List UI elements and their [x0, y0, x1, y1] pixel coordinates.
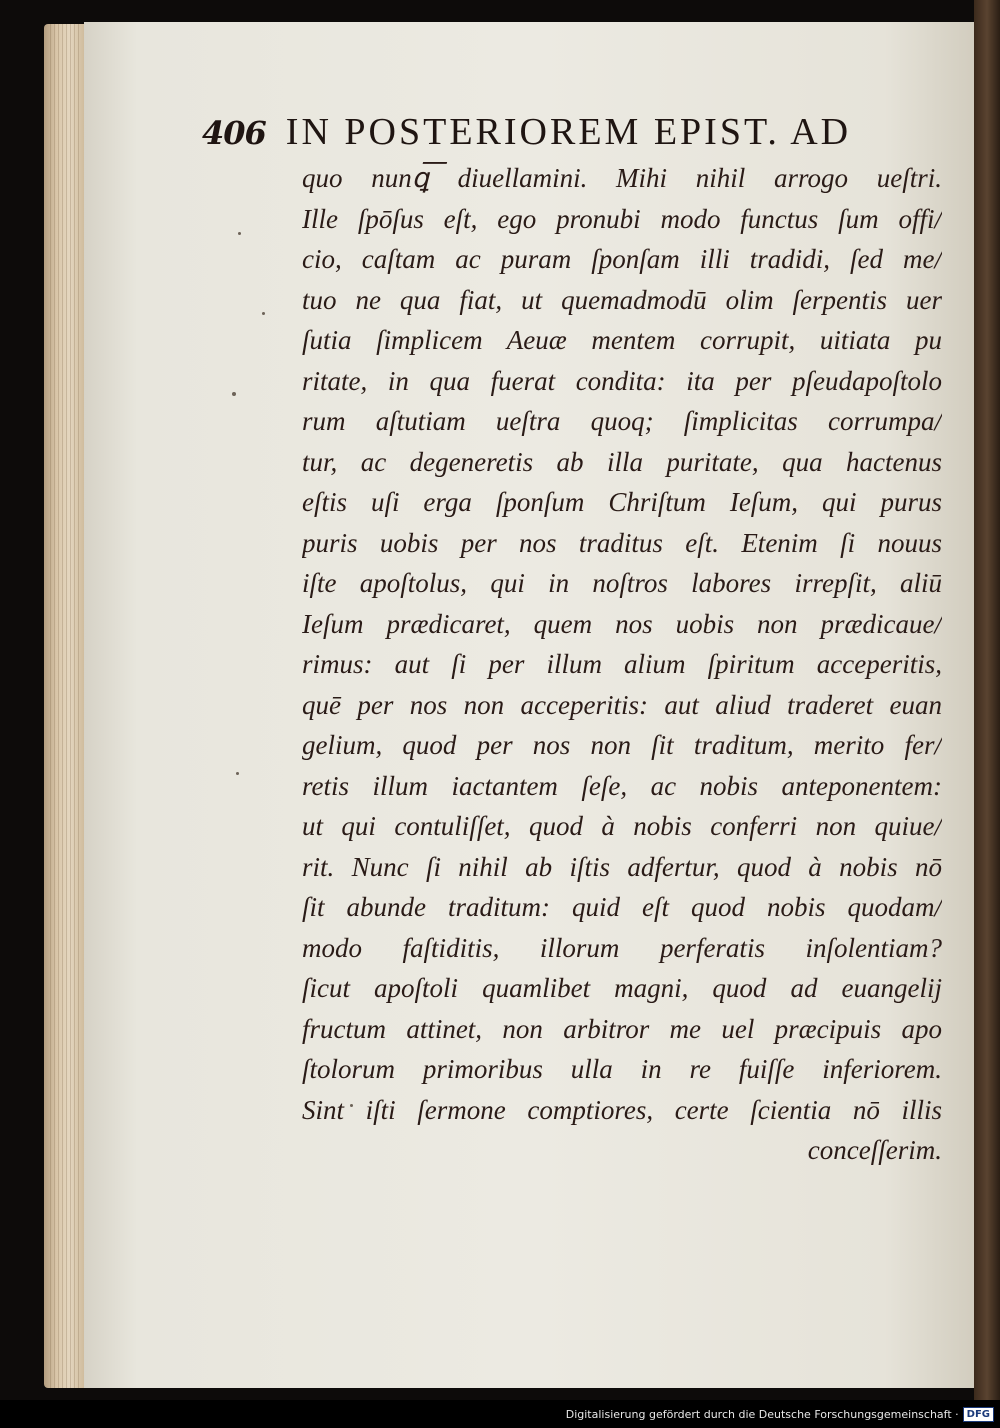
book-page-edges [44, 24, 86, 1388]
text-line: tuo ne qua fiat, ut quemadmodū olim ſerpentis uer [302, 284, 942, 315]
text-line: gelium, quod per nos non ſit traditum, merito fer/ [302, 730, 942, 760]
text-line: iſte apoſtolus, qui in noſtros labores irrepſit, aliū [302, 568, 942, 598]
text-line: cio, caſtam ac puram ſponſam illi tradidi, ſed me/ [302, 244, 942, 274]
text-line: rit. Nunc ſi nihil ab iſtis adfertur, quod à nobis nō [302, 851, 942, 882]
text-line: quē per nos non acceperitis: aut aliud traderet euan [302, 689, 942, 720]
text-line: ſtolorum primoribus ulla in re fuiſſe inferiorem. [302, 1054, 942, 1084]
text-line: ſutia ſimplicem Aeuæ mentem corrupit, uitiata pu [302, 325, 942, 355]
text-line: fructum attinet, non arbitror me uel præcipuis apo [302, 1013, 942, 1044]
running-title: IN POSTERIOREM EPIST. AD [285, 111, 852, 153]
text-line: retis illum iactantem ſeſe, ac nobis anteponentem: [302, 770, 942, 801]
text-line: ſit abunde traditum: quid eſt quod nobis quodam/ [302, 892, 942, 922]
text-line: eſtis uſi erga ſponſum Chriſtum Ieſum, qui purus [302, 487, 942, 517]
page-header [202, 110, 932, 160]
text-line: rum aſtutiam ueſtra quoq; ſimplicitas corrumpa/ [302, 406, 942, 436]
text-line: Ille ſpōſus eſt, ego pronubi modo functus ſum offi/ [302, 203, 942, 234]
text-line: Ieſum prædicaret, quem nos uobis non prædicaue/ [302, 608, 942, 639]
dfg-logo: DFG [963, 1407, 994, 1422]
paper-speck [262, 312, 265, 315]
text-line: puris uobis per nos traditus eſt. Etenim ſi nouus [302, 527, 942, 558]
folio-number: 406 [202, 114, 266, 152]
body-text [302, 158, 942, 1171]
paper-speck [238, 232, 241, 235]
text-line: Sint iſti ſermone comptiores, certe ſcientia nō illis [302, 1094, 942, 1125]
funding-credit: Digitalisierung gefördert durch die Deutsche Forschungsgemeinschaft · [565, 1407, 959, 1421]
paper-speck [232, 392, 236, 396]
text-line: modo faſtiditis, illorum perferatis inſolentiam? [302, 932, 942, 963]
text-line: ſicut apoſtoli quamlibet magni, quod ad euangelij [302, 973, 942, 1003]
text-line: ut qui contuliſſet, quod à nobis conferri non quiue/ [302, 811, 942, 841]
paper-speck [236, 772, 239, 775]
book-binding-edge [974, 0, 1000, 1400]
text-line: quo nunꝗ͞ diuellamini. Mihi nihil arrogo ueſtri. [302, 163, 942, 193]
catchword-line: conceſſerim. [807, 1135, 942, 1165]
text-line: ritate, in qua fuerat condita: ita per pſeudapoſtolo [302, 365, 942, 396]
digitization-footer [0, 1400, 1000, 1428]
text-line: rimus: aut ſi per illum alium ſpiritum acceperitis, [302, 649, 942, 679]
text-line: tur, ac degeneretis ab illa puritate, qua hactenus [302, 446, 942, 477]
